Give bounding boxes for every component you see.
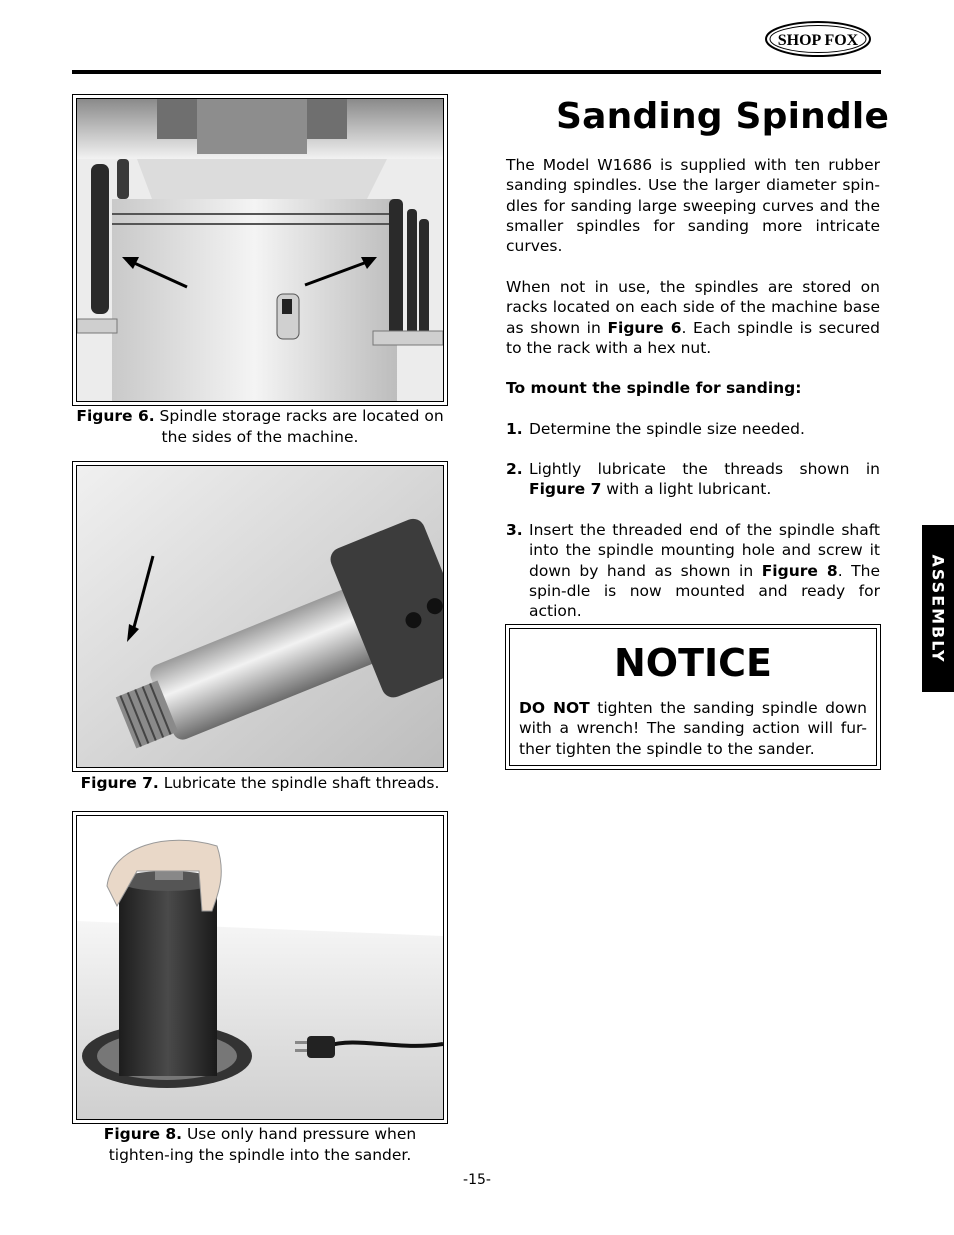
figure-8-image (72, 811, 448, 1124)
figure-6-caption (72, 406, 448, 448)
step-3 (506, 520, 880, 621)
mount-heading: To mount the spindle for sanding: (506, 379, 802, 397)
figure-6-caption-text: Spindle storage racks are located on the sides of the machine. (154, 407, 444, 446)
figure-6-reference: Figure 6 (607, 318, 682, 337)
notice-title: NOTICE (613, 641, 772, 685)
notice-text: DO NOT tighten the sanding spindle down with a wrench! The sanding action will fur-ther tighten the spindle to the sander. (519, 699, 867, 758)
figure-8-caption-text: Use only hand pressure when tighten-ing the spindle into the sander. (108, 1125, 417, 1164)
step-number: 3. (506, 521, 523, 539)
figure-8-caption (72, 1124, 448, 1166)
figure-7-caption (72, 773, 448, 794)
notice-box (505, 624, 881, 770)
storage-paragraph (506, 277, 880, 358)
figure-6-label: Figure 6. (76, 407, 155, 425)
figure-8-reference: Figure 8 (761, 561, 838, 580)
figure-8-label: Figure 8. (103, 1125, 183, 1143)
page-title: Sanding Spindle (556, 96, 890, 137)
figure-6-image (72, 94, 448, 406)
storage-text-after: . Each spindle is secured to the rack with a hex nut. (506, 318, 880, 357)
header-rule (72, 70, 881, 74)
figure-7-reference: Figure 7 (529, 480, 602, 499)
step-2 (506, 459, 880, 500)
page-number: -15- (463, 1172, 491, 1188)
section-side-tab (922, 525, 954, 692)
step-text: Insert the threaded end of the spindle shaft into the spindle mounting hole and screw it down by hand as shown in Figure 8. The spin-dle is now mounted and ready for action. (529, 521, 881, 621)
step-text: Lightly lubricate the threads shown in Figure 7 with a light lubricant. (529, 460, 880, 499)
step-1 (506, 419, 880, 439)
step-number: 1. (506, 420, 523, 438)
intro-paragraph: The Model W1686 is supplied with ten rubber sanding spindles. Use the larger diameter spin-dles for sanding large sweeping curves and the smaller spindles for sanding more intricate curves. (506, 156, 880, 256)
logo-text: SHOP FOX (777, 32, 859, 49)
storage-text-before: When not in use, the spindles are stored on racks located on each side of the machine base as shown in (506, 278, 880, 337)
step-number: 2. (506, 460, 523, 478)
figure-7-label: Figure 7. (80, 774, 159, 792)
figure-7-caption-text: Lubricate the spindle shaft threads. (158, 774, 440, 792)
notice-strong: DO NOT (519, 699, 590, 717)
step-text: Determine the spindle size needed. (529, 420, 805, 438)
shop-fox-logo (764, 20, 872, 58)
figure-7-image (72, 461, 448, 772)
side-tab-label: ASSEMBLY (928, 553, 948, 664)
